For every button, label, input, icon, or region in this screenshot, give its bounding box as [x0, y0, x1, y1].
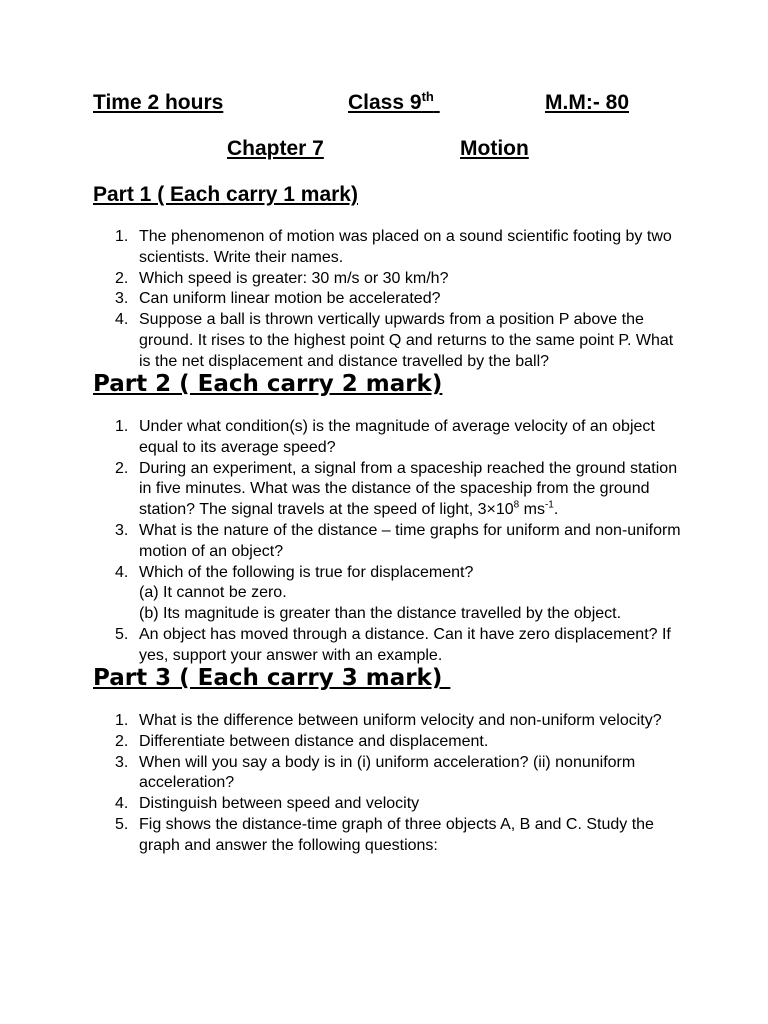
answer-option: (b) Its magnitude is greater than the distance travelled by the object.	[139, 605, 622, 623]
question-item	[93, 269, 683, 290]
question-number: 3.	[115, 521, 129, 539]
question-number: 5.	[115, 815, 129, 833]
question-item	[93, 310, 683, 372]
answer-option: (a) It cannot be zero.	[139, 584, 287, 602]
question-text: Fig shows the distance-time graph of three objects A, B and C. Study the graph and answer the following questions:	[139, 815, 654, 854]
question-text: What is the nature of the distance – time graphs for uniform and non-uniform motion of an object?	[139, 521, 681, 560]
question-text: Differentiate between distance and displacement.	[139, 732, 489, 750]
part-1-heading: Part 1 ( Each carry 1 mark)	[93, 183, 358, 206]
question-text-part: ms	[519, 501, 545, 519]
part-3-heading: Part 3 ( Each carry 3 mark)	[93, 665, 451, 691]
part-3-questions	[93, 711, 683, 857]
question-number: 1.	[115, 418, 129, 435]
question-number: 2.	[115, 269, 129, 287]
question-item	[93, 625, 683, 667]
question-text: An object has moved through a distance. Can it have zero displacement? If yes, support your answer with an example.	[139, 625, 671, 664]
question-number: 4.	[115, 311, 129, 329]
time-text: Time 2 hours	[93, 91, 224, 114]
max-marks-text: M.M:- 80	[545, 91, 629, 114]
question-text: What is the difference between uniform velocity and non-uniform velocity?	[139, 712, 662, 729]
question-text: Distinguish between speed and velocity	[139, 795, 420, 813]
exponent: -1	[544, 499, 554, 511]
question-text: Which speed is greater: 30 m/s or 30 km/h?	[139, 269, 449, 287]
question-number: 2.	[115, 459, 129, 477]
question-number: 3.	[115, 290, 129, 308]
exponent: 8	[513, 499, 520, 511]
question-text: Under what condition(s) is the magnitude of average velocity of an object equal to its average speed?	[139, 418, 655, 456]
question-item	[93, 417, 683, 459]
class-suffix: th	[421, 89, 434, 104]
question-item	[93, 563, 683, 625]
question-text: Can uniform linear motion be accelerated?	[139, 290, 441, 308]
question-item	[93, 794, 683, 815]
max-marks-label	[545, 92, 629, 113]
topic-label	[460, 138, 529, 159]
class-label	[348, 89, 440, 114]
question-number: 4.	[115, 563, 129, 581]
topic-text: Motion	[460, 137, 529, 160]
question-item	[93, 815, 683, 857]
part-2-heading: Part 2 ( Each carry 2 mark)	[93, 371, 443, 397]
question-item	[93, 521, 683, 563]
question-item	[93, 711, 683, 732]
question-text-part: During an experiment, a signal from a spaceship reached the ground station in five minutes. What was the distance of the spaceship from the ground station? The signal travels at the speed of light, 3×10	[139, 459, 678, 519]
question-item	[93, 732, 683, 753]
question-text: The phenomenon of motion was placed on a sound scientific footing by two scientists. Write their names.	[139, 228, 672, 266]
class-text: Class 9	[348, 91, 422, 114]
question-number: 4.	[115, 795, 129, 813]
question-item	[93, 289, 683, 310]
question-text	[139, 460, 677, 519]
question-number: 2.	[115, 732, 129, 750]
question-number: 1.	[115, 712, 129, 729]
question-number: 5.	[115, 625, 129, 643]
question-text: When will you say a body is in (i) uniform acceleration? (ii) nonuniform acceleration?	[139, 753, 636, 792]
chapter-text: Chapter 7	[227, 137, 324, 160]
question-text: Suppose a ball is thrown vertically upwards from a position P above the ground. It rises to the highest point Q and returns to the same point P. What is the net displacement and distance travelled by the ball?	[139, 311, 674, 370]
question-text: Which of the following is true for displacement?	[139, 563, 474, 581]
question-item	[93, 459, 683, 521]
question-item	[93, 227, 683, 269]
question-text-part: .	[553, 501, 559, 519]
question-item	[93, 753, 683, 795]
part-1-questions	[93, 227, 683, 373]
question-number: 1.	[115, 228, 129, 245]
time-label	[93, 92, 223, 113]
question-number: 3.	[115, 753, 129, 771]
chapter-label	[227, 138, 324, 159]
part-2-questions	[93, 417, 683, 667]
